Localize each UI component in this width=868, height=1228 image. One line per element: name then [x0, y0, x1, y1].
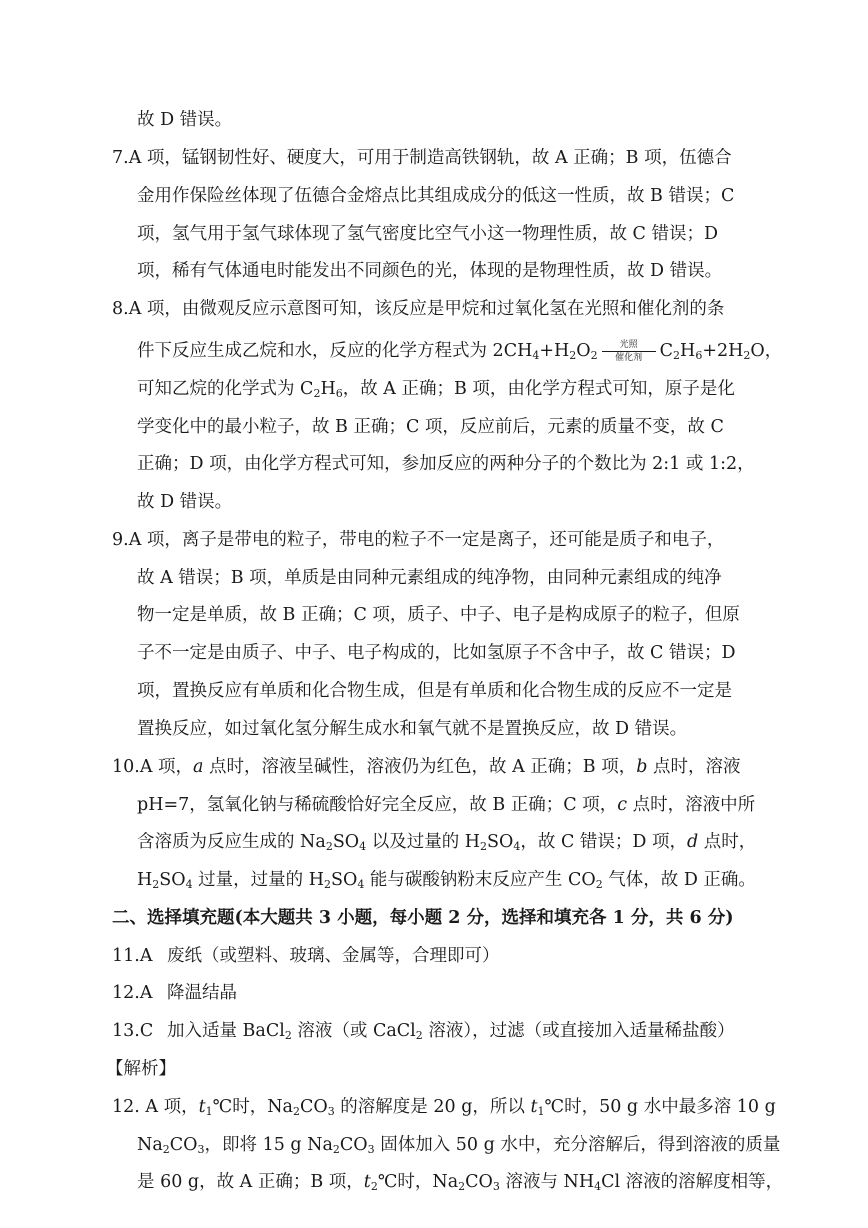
text-line: 故 A 错误；B 项，单质是由同种元素组成的纯净物，由同种元素组成的纯净 — [137, 568, 722, 588]
text-line: 是 60 g，故 A 正确；B 项，$t_2℃$时，$Na_2CO_3$ 溶液与 $NH_4Cl$ 溶液的溶解度相等， — [137, 1172, 784, 1193]
section-heading: 二、选择填充题(本大题共 3 小题，每小题 2 分，选择和填充各 1 分，共 6 分) — [112, 908, 734, 928]
text-line: 可知乙烷的化学式为 $C_2H_6$，故 A 正确；B 项，由化学方程式可知，原子是化 — [137, 379, 735, 400]
text-line: 项，氢气用于氢气球体现了氢气密度比空气小这一物理性质，故 C 错误；D — [137, 224, 719, 244]
equation-line: 件下反应生成乙烷和水，反应的化学方程式为 $2CH_4+H_2O_2$ 光照 催化剂 $C_2H_6+2H_2O$， — [137, 339, 783, 363]
answer-11-line: 11.A 废纸（或塑料、玻璃、金属等，合理即可） — [112, 946, 500, 966]
text-line: 项，置换反应有单质和化合物生成，但是有单质和化合物生成的反应不一定是 — [137, 681, 732, 701]
text-line: pH=7，氢氧化钠与稀硫酸恰好完全反应，故 B 正确；C 项，c 点时，溶液中所 — [137, 795, 756, 815]
answer-7-line: 7.A 项，锰钢韧性好、硬度大，可用于制造高铁钢轨，故 A 正确；B 项，伍德合 — [112, 148, 732, 168]
answer-10-line: 10.A 项，a 点时，溶液呈碱性，溶液仍为红色，故 A 正确；B 项，b 点时，溶液 — [112, 757, 741, 777]
answer-12-line: 12.A 降温结晶 — [112, 983, 237, 1003]
text-line: 学变化中的最小粒子，故 B 正确；C 项，反应前后，元素的质量不变，故 C — [137, 417, 724, 437]
text-line: 子不一定是由质子、中子、电子构成的，比如氢原子不含中子，故 C 错误；D — [137, 643, 736, 663]
text-line: 物一定是单质，故 B 正确；C 项，质子、中子、电子是构成原子的粒子，但原 — [137, 605, 740, 625]
text-line: $H_2SO_4$ 过量，过量的 $H_2SO_4$ 能与碳酸钠粉末反应产生 $CO_2$ 气体，故 D 正确。 — [137, 870, 756, 891]
analysis-heading: 【解析】 — [106, 1059, 176, 1079]
answer-13-line: 13.C 加入适量 BaCl$_2$ 溶液（或 CaCl$_2$ 溶液），过滤（或直接加入适量稀盐酸） — [112, 1021, 735, 1042]
text-line: 故 D 错误。 — [137, 110, 233, 130]
answer-8-line: 8.A 项，由微观反应示意图可知，该反应是甲烷和过氧化氢在光照和催化剂的条 — [112, 299, 725, 319]
text-line: 含溶质为反应生成的 $Na_2SO_4$ 以及过量的 $H_2SO_4$，故 C 错误；D 项，d 点时， — [137, 832, 757, 853]
text-line: 正确；D 项，由化学方程式可知，参加反应的两种分子的个数比为 2:1 或 1:2， — [137, 454, 755, 474]
analysis-12-line: 12. A 项，$t_1℃$时，$Na_2CO_3$ 的溶解度是 20 g，所以 $t_1℃$时，50 g 水中最多溶 10 g — [112, 1097, 776, 1118]
text-line: $Na_2CO_3$，即将 15 g $Na_2CO_3$ 固体加入 50 g 水中，充分溶解后，得到溶液的质量 — [137, 1135, 781, 1156]
reaction-condition-arrow: 光照 催化剂 — [600, 340, 658, 364]
text-line: 故 D 错误。 — [137, 492, 233, 512]
text-line: 金用作保险丝体现了伍德合金熔点比其组成成分的低这一性质，故 B 错误；C — [137, 186, 735, 206]
text-line: 置换反应，如过氧化氢分解生成水和氧气就不是置换反应，故 D 错误。 — [137, 719, 688, 739]
text-line: 项，稀有气体通电时能发出不同颜色的光，体现的是物理性质，故 D 错误。 — [137, 261, 723, 281]
answer-9-line: 9.A 项，离子是带电的粒子，带电的粒子不一定是离子，还可能是质子和电子， — [112, 530, 725, 550]
